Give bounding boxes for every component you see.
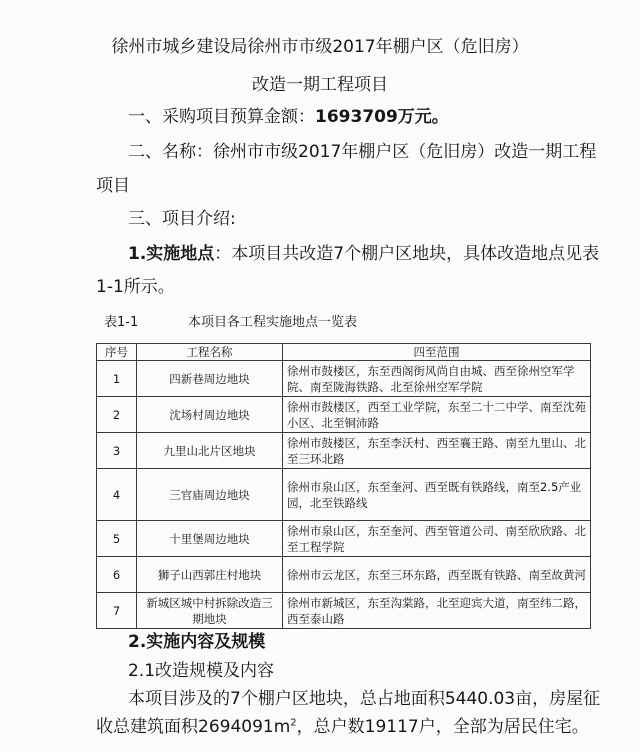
cell-name: 三官庙周边地块 — [137, 469, 283, 521]
table-row — [97, 557, 591, 593]
scale-heading: 2.1改造规模及内容 — [128, 661, 275, 681]
content-heading: 2.实施内容及规模 — [128, 632, 266, 652]
cell-name: 九里山北片区地块 — [137, 433, 283, 469]
cell-name: 沈场村周边地块 — [137, 397, 283, 433]
cell-scope: 徐州市鼓楼区，西至工业学院，东至二十二中学、南至沈苑小区、北至铜沛路 — [283, 397, 591, 433]
cell-no: 4 — [97, 469, 137, 521]
location-line — [128, 243, 599, 265]
cell-no: 2 — [97, 397, 137, 433]
cell-scope: 徐州市泉山区，东至奎河、西至既有铁路线，南至2.5产业园，北至铁路线 — [283, 469, 591, 521]
cell-scope: 徐州市云龙区，东至三环东路，西至既有铁路、南至故黄河 — [283, 557, 591, 593]
scale-line2-text: 收总建筑面积2694091m — [96, 717, 291, 737]
scale-line1: 本项目涉及的7个棚户区地块，总占地面积5440.03亩，房屋征 — [128, 689, 601, 709]
table-row — [97, 397, 591, 433]
table-row — [97, 433, 591, 469]
cell-scope: 徐州市鼓楼区，东至西阁街风尚自由城、西至徐州空军学院、南至陇海铁路、北至徐州空军学院 — [283, 361, 591, 397]
project-location-table — [96, 343, 591, 629]
location-text: ：本项目共改造7个棚户区地块，具体改造地点见表 — [214, 244, 600, 264]
area-unit-superscript: 2 — [290, 717, 297, 729]
table-row — [97, 361, 591, 397]
location-label: 1.实施地点 — [128, 244, 215, 264]
cell-scope: 徐州市泉山区，东至奎河、西至管道公司、南至欣欣路、北至工程学院 — [283, 521, 591, 557]
scale-line2-rest: ，总户数19117户，全部为居民住宅。 — [296, 717, 589, 737]
table-row — [97, 469, 591, 521]
table-caption-number: 表1-1 — [104, 315, 139, 330]
cell-no: 5 — [97, 521, 137, 557]
budget-line — [128, 106, 449, 128]
cell-scope: 徐州市新城区，东至沟棠路，北至迎宾大道，南至纬二路，西至泰山路 — [283, 593, 591, 629]
cell-scope: 徐州市鼓楼区，东至李沃村、西至襄王路、南至九里山、北至三环北路 — [283, 433, 591, 469]
budget-value: 1693709万元。 — [315, 107, 449, 127]
cell-name: 十里堡周边地块 — [137, 521, 283, 557]
header-scope: 四至范围 — [283, 344, 591, 361]
table-row — [97, 521, 591, 557]
intro-heading: 三、项目介绍: — [128, 209, 236, 229]
project-name-line2: 项目 — [96, 176, 130, 196]
cell-name: 四新巷周边地块 — [137, 361, 283, 397]
location-line2: 1-1所示。 — [96, 277, 175, 297]
budget-label: 一、采购项目预算金额： — [128, 107, 315, 127]
cell-no: 7 — [97, 593, 137, 629]
table-row — [97, 593, 591, 629]
header-name: 工程名称 — [137, 344, 283, 361]
header-no: 序号 — [97, 344, 137, 361]
table-caption: 本项目各工程实施地点一览表 — [188, 315, 358, 330]
doc-title-line2: 改造一期工程项目 — [252, 75, 388, 95]
cell-no: 3 — [97, 433, 137, 469]
table-header-row — [97, 344, 591, 361]
cell-no: 6 — [97, 557, 137, 593]
project-name-line1: 二、名称：徐州市市级2017年棚户区（危旧房）改造一期工程 — [128, 142, 597, 162]
cell-name: 狮子山西郭庄村地块 — [137, 557, 283, 593]
scale-line2 — [96, 716, 589, 738]
cell-name: 新城区城中村拆除改造三期地块 — [137, 593, 283, 629]
cell-no: 1 — [97, 361, 137, 397]
doc-title-line1: 徐州市城乡建设局徐州市市级2017年棚户区（危旧房） — [111, 37, 529, 57]
